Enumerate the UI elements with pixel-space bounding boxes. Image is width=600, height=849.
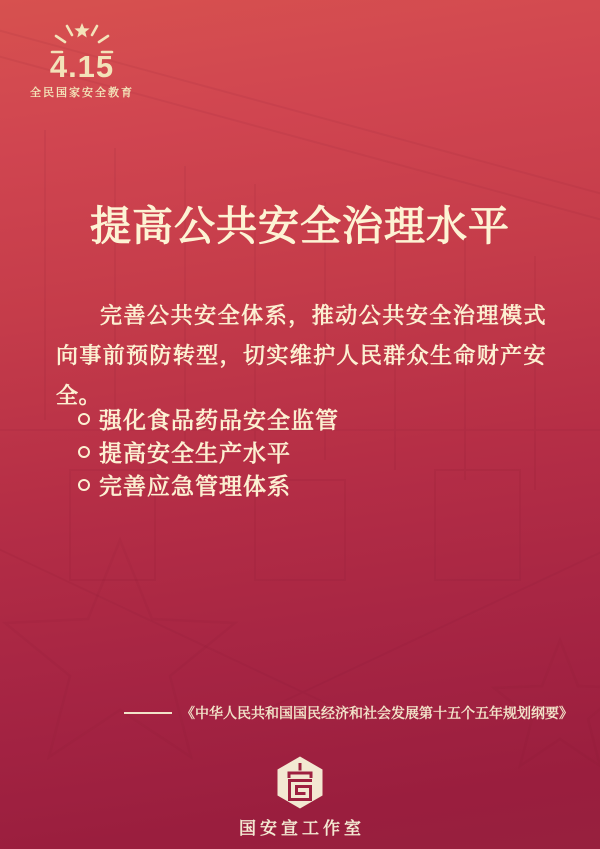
citation-dash-line	[124, 712, 172, 714]
poster-title: 提高公共安全治理水平	[90, 203, 510, 249]
circle-bullet-icon	[78, 413, 90, 425]
star-icon	[74, 23, 89, 38]
bullet-text: 完善应急管理体系	[99, 473, 291, 499]
studio-name: 国安宣工作室	[239, 819, 365, 839]
bullet-text: 强化食品药品安全监管	[99, 407, 339, 433]
bullet-list	[78, 402, 339, 501]
list-item	[78, 468, 339, 501]
citation	[124, 703, 573, 723]
415-education-badge	[26, 22, 138, 100]
hexagon-seal-icon	[277, 756, 323, 809]
lead-paragraph: 完善公共安全体系，推动公共安全治理模式向事前预防转型，切实维护人民群众生命财产安全。	[56, 303, 546, 408]
list-item	[78, 435, 339, 468]
circle-bullet-icon	[78, 479, 90, 491]
bullet-text: 提高安全生产水平	[99, 440, 291, 466]
badge-subtitle: 全民国家安全教育	[30, 87, 134, 99]
studio-footer	[0, 756, 600, 839]
circle-bullet-icon	[78, 446, 90, 458]
list-item	[78, 402, 339, 435]
badge-number: 4.15	[49, 49, 115, 84]
citation-source: 《中华人民共和国国民经济和社会发展第十五个五年规划纲要》	[181, 705, 573, 721]
